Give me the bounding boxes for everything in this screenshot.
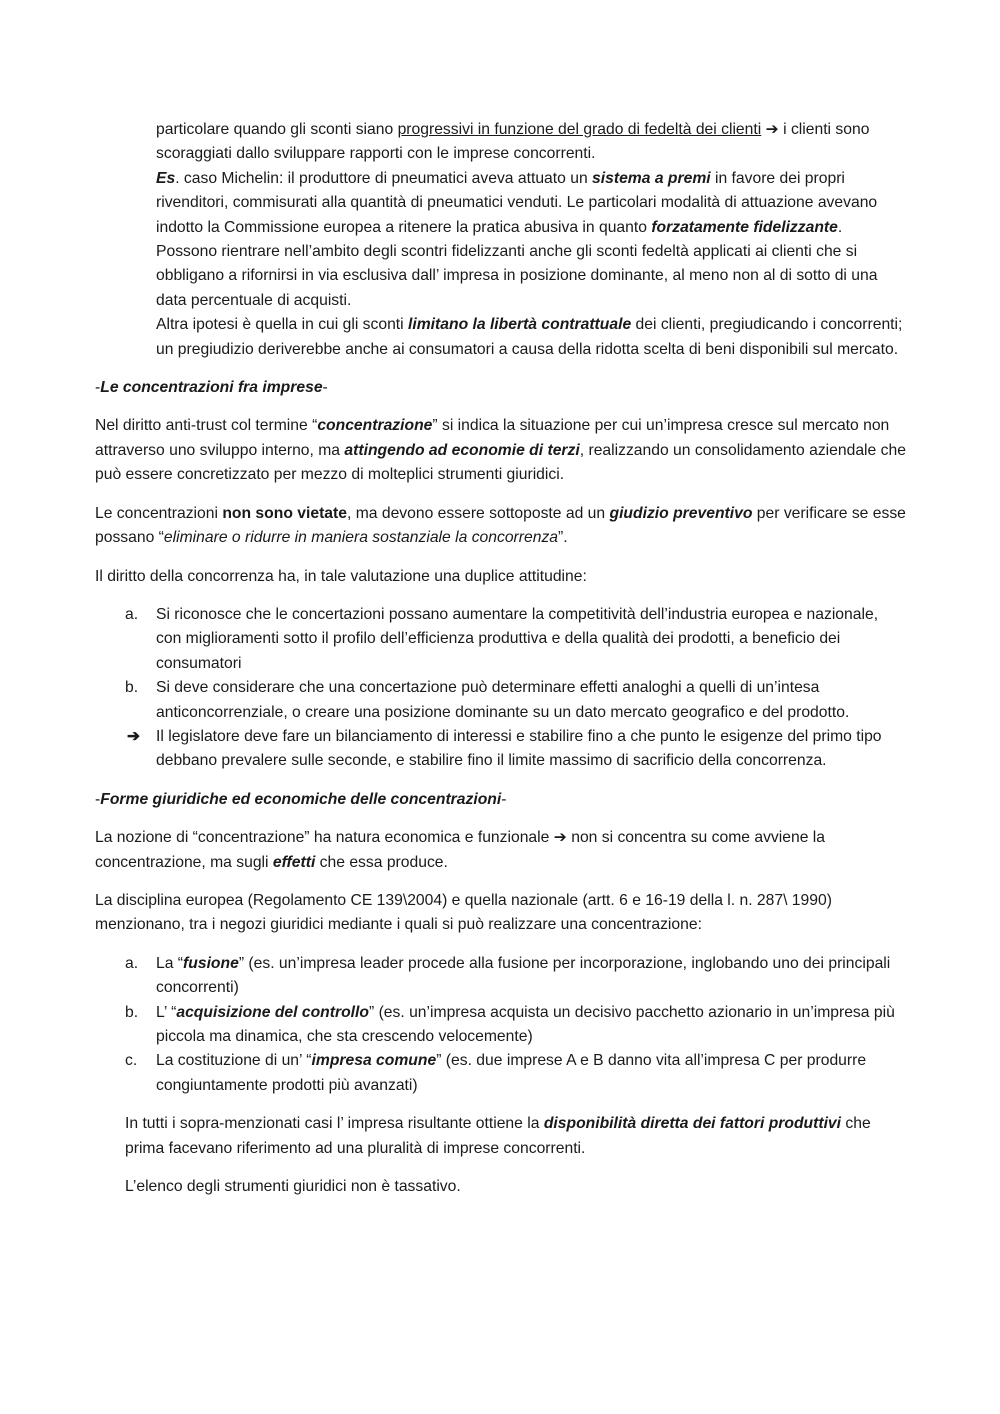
text-run: , ma devono essere sottoposte ad un [346,504,610,522]
text-run: Nel diritto anti-trust col termine “ [95,417,318,435]
emphasis-text: limitano la libertà contrattuale [408,316,632,334]
text-run: La “ [156,954,184,972]
paragraph-loyalty-discounts: Possono rientrare nell’ambito degli scontri fidelizzanti anche gli sconti fedeltà applicati ai clienti che si obbligano a rifornirsi in via esclusiva dall’ impresa in posizione dominante, al meno non al di sotto di una data percentuale di acquisti. [156,243,878,309]
text-run: ➔ i clienti sono scoraggiati dallo sviluppare rapporti con le imprese concorrenti. [156,121,870,163]
italic-quote: eliminare o ridurre in maniera sostanziale la concorrenza [163,529,559,547]
emphasis-text: forzatamente fidelizzante [651,218,838,236]
emphasis-text: disponibilità diretta dei fattori produttivi [543,1115,842,1133]
paragraph-dual-attitude: Il diritto della concorrenza ha, in tale valutazione una duplice attitudine: [95,567,587,585]
text-run: ” (es. due imprese A e B danno vita all’impresa C per produrre congiuntamente prodotti più avanzati) [156,1052,867,1094]
emphasis-text: effetti [272,853,316,871]
text-run: che essa produce. [315,853,448,871]
text-run: ” si indica la situazione per cui un’impresa cresce sul mercato non attraverso uno sviluppo interno, ma [95,417,890,459]
emphasis-text: impresa comune [311,1052,437,1070]
section-heading-legal-forms [95,788,907,812]
emphasis-text: sistema a premi [592,169,711,187]
text-run: . [837,218,843,236]
text-run: In tutti i sopra-menzionati casi l’ impresa risultante ottiene la [125,1115,544,1133]
list-item [95,1049,907,1098]
text-run: , realizzando un consolidamento aziendale che può essere concretizzato per mezzo di molteplici strumenti giuridici. [95,441,906,484]
paragraph-non-exhaustive-list: L’elenco degli strumenti giuridici non è tassativo. [125,1178,461,1196]
text-run: ” (es. un’impresa acquista un decisivo pacchetto azionario in un’impresa più piccola ma dinamica, che sta crescendo velocemente) [156,1003,895,1045]
heading-dash: - [95,379,101,397]
list-marker: c. [125,1052,138,1070]
text-run: per verificare se esse possano “ [95,504,906,547]
paragraph-contractual-freedom [95,313,907,362]
heading-title: Le concentrazioni fra imprese [100,379,323,397]
text-run: in favore dei propri rivenditori, commisurati alla quantità di pneumatici venduti. Le particolari modalità di attuazione avevano indotto la Commissione europea a ritenere la pratica abusiva in quanto [156,169,878,236]
heading-dash: - [95,790,101,808]
heading-dash: - [322,379,328,397]
paragraph-preventive-judgement [95,502,907,551]
emphasis-text: attingendo ad economie di terzi [344,441,580,459]
text-run: La costituzione di un’ “ [156,1052,312,1070]
paragraph-european-discipline: La disciplina europea (Regolamento CE 139\2004) e quella nazionale (artt. 6 e 16-19 della l. n. 287\ 1990) menzionano, tra i negozi giuridici mediante i quali si può realizzare una concentrazione: [95,891,832,934]
list-item [95,1001,907,1050]
list-marker: b. [125,1003,139,1021]
list-item [95,952,907,1001]
text-run: particolare quando gli sconti siano [156,121,398,138]
arrow-icon: ➔ [127,727,141,745]
text-run: . caso Michelin: il produttore di pneumatici aveva attuato un [175,169,593,187]
list-item-text: Il legislatore deve fare un bilanciamento di interessi e stabilire fino a che punto le esigenze del primo tipo debbano prevalere sulle seconde, e stabilire fino il limite massimo di sacrificio della concorrenza. [156,727,882,770]
legal-instruments-list [95,952,907,1098]
list-marker: a. [125,605,139,623]
list-item-text: Si riconosce che le concertazioni possano aumentare la competitività dell’industria europea e nazionale, con miglioramenti sotto il profilo dell’efficienza produttiva e della qualità dei prodotti, a beneficio dei consumatori [156,605,879,672]
paragraph-michelin-example [95,167,907,240]
emphasis-text: giudizio preventivo [609,504,753,522]
text-run: che prima facevano riferimento ad una pluralità di imprese concorrenti. [125,1115,871,1157]
text-run: ”. [558,529,568,547]
text-run: Altra ipotesi è quella in cui gli sconti [156,316,409,334]
list-item [95,725,907,774]
text-run: L’ “ [156,1003,177,1021]
text-run: Le concentrazioni [95,504,223,522]
text-run: ” (es. un’impresa leader procede alla fusione per incorporazione, inglobando uno dei principali concorrenti) [156,954,891,997]
paragraph-direct-availability [95,1112,907,1161]
list-item [95,676,907,725]
emphasis-text: concentrazione [317,417,433,435]
list-item-text: Si deve considerare che una concertazione può determinare effetti analoghi a quelli di un’intesa anticoncorrenziale, o creare una posizione dominante su un dato mercato geografico e del prodotto. [156,679,850,721]
paragraph-concentration-notion [95,826,907,875]
list-item [95,603,907,676]
section-heading-concentrations [95,376,907,400]
text-run: dei clienti, pregiudicando i concorrenti; un pregiudizio deriverebbe anche ai consumatori a causa della ridotta scelta di beni disponibili sul mercato. [156,316,903,358]
heading-dash: - [501,790,507,808]
paragraph-concentration-definition [95,414,907,487]
document-body [95,118,907,1199]
attitude-list [95,603,907,774]
emphasis-text: fusione [183,954,239,972]
example-label: Es [156,169,176,187]
list-marker: b. [125,679,139,697]
list-marker: a. [125,954,139,972]
underlined-text: progressivi in funzione del grado di fedeltà dei clienti [397,121,762,138]
heading-title: Forme giuridiche ed economiche delle concentrazioni [100,790,502,808]
text-run: La nozione di “concentrazione” ha natura economica e funzionale ➔ non si concentra su come avviene la concentrazione, ma sugli [95,829,825,871]
paragraph-progressive-discounts [95,118,907,167]
emphasis-text: acquisizione del controllo [176,1003,369,1021]
bold-text: non sono vietate [222,504,347,522]
